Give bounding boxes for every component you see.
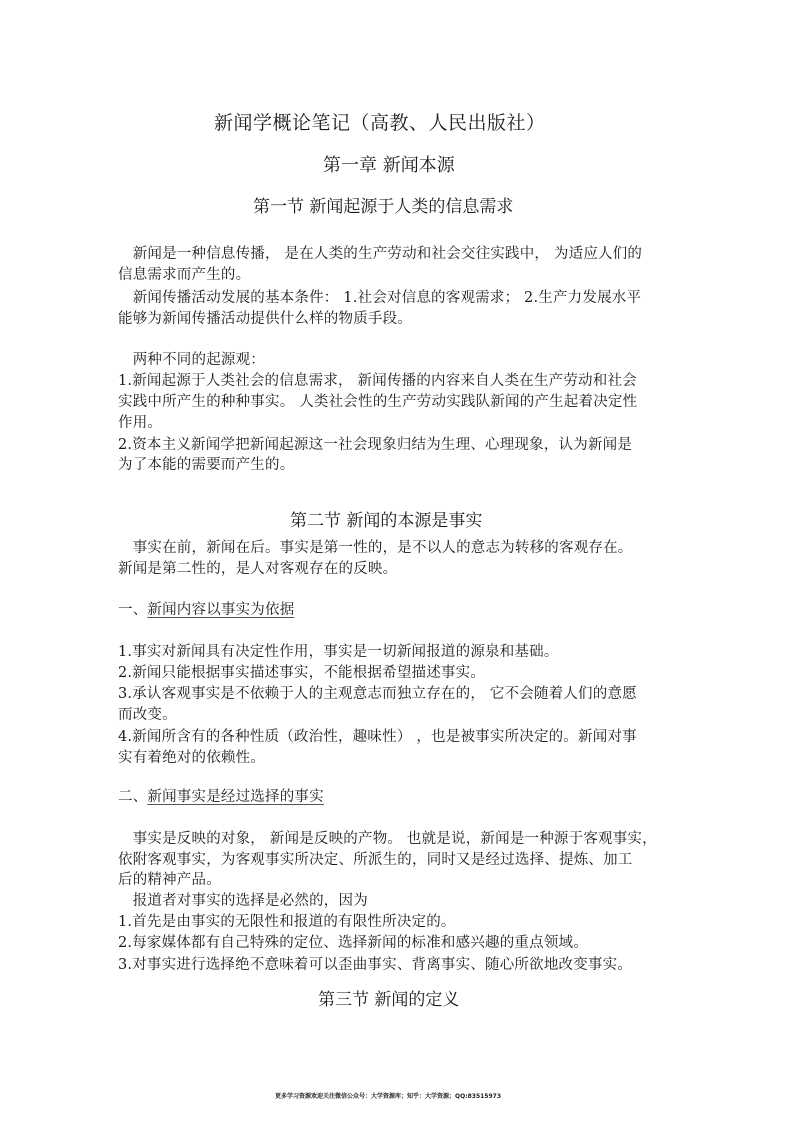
paragraph-line: 依附客观事实，为客观事实所决定、所派生的，同时又是经过选择、提炼、加工 — [118, 852, 633, 868]
list-item: 2.每家媒体都有自己特殊的定位、选择新闻的标准和感兴趣的重点领域。 — [118, 935, 588, 951]
paragraph-line: 事实是反映的对象， 新闻是反映的产物。 也就是说，新闻是一种源于客观事实， — [118, 831, 657, 847]
subheading-text: 新闻事实是经过选择的事实 — [147, 789, 324, 805]
paragraph-line: 实有着绝对的依赖性。 — [118, 750, 265, 766]
paragraph-line: 能够为新闻传播活动提供什么样的物质手段。 — [118, 311, 412, 327]
list-item: 1.首先是由事实的无限性和报道的有限性所决定的。 — [118, 914, 456, 930]
paragraph-line: 信息需求而产生的。 — [118, 267, 251, 283]
document-title: 新闻学概论笔记（高教、人民出版社） — [214, 112, 546, 134]
paragraph-line: 后的精神产品。 — [118, 872, 221, 888]
paragraph-line: 新闻是第二性的，是人对客观存在的反映。 — [118, 561, 398, 577]
paragraph-line: 两种不同的起源观： — [118, 352, 265, 368]
subheading-2 — [118, 787, 324, 808]
list-item: 1.新闻起源于人类社会的信息需求， 新闻传播的内容来自人类在生产劳动和社会 — [118, 373, 637, 389]
list-item: 2.资本主义新闻学把新闻起源这一社会现象归结为生理、心理现象，认为新闻是 — [118, 437, 633, 453]
paragraph-line: 为了本能的需要而产生的。 — [118, 457, 295, 473]
list-item: 1.事实对新闻具有决定性作用，事实是一切新闻报道的源泉和基础。 — [118, 644, 559, 660]
paragraph-line: 新闻传播活动发展的基本条件： 1.社会对信息的客观需求； 2.生产力发展水平 — [118, 290, 642, 306]
section-1-heading: 第一节 新闻起源于人类的信息需求 — [253, 197, 514, 217]
subheading-prefix: 一、 — [118, 602, 148, 618]
paragraph-line: 事实在前，新闻在后。事实是第一性的，是不以人的意志为转移的客观存在。 — [118, 540, 633, 556]
paragraph-line: 新闻是一种信息传播， 是在人类的生产劳动和社会交往实践中， 为适应人们的 — [118, 246, 643, 262]
list-item: 3.对事实进行选择绝不意味着可以歪曲事实、背离事实、随心所欲地改变事实。 — [118, 957, 633, 973]
subheading-text: 新闻内容以事实为依据 — [147, 602, 295, 618]
subheading-prefix: 二、 — [118, 789, 148, 805]
list-item: 4.新闻所含有的各种性质（政治性，趣味性） ，也是被事实所决定的。新闻对事 — [118, 729, 637, 745]
subheading-1 — [118, 600, 294, 621]
list-item: 2.新闻只能根据事实描述事实，不能根据希望描述事实。 — [118, 665, 486, 681]
list-item: 3.承认客观事实是不依赖于人的主观意志而独立存在的， 它不会随着人们的意愿 — [118, 686, 637, 702]
paragraph-line: 而改变。 — [118, 707, 177, 723]
chapter-heading: 第一章 新闻本源 — [323, 155, 455, 176]
paragraph-line: 作用。 — [118, 415, 163, 431]
section-2-heading: 第二节 新闻的本源是事实 — [290, 511, 483, 531]
paragraph-line: 报道者对事实的选择是必然的，因为 — [118, 893, 368, 909]
paragraph-line: 实践中所产生的种种事实。 人类社会性的生产劳动实践队新闻的产生起着决定性 — [118, 394, 638, 410]
section-3-heading: 第三节 新闻的定义 — [318, 990, 460, 1010]
page-footer: 更多学习资源欢迎关注微信公众号：大学资源库；知乎：大学资源；QQ:83515973 — [275, 1093, 502, 1100]
